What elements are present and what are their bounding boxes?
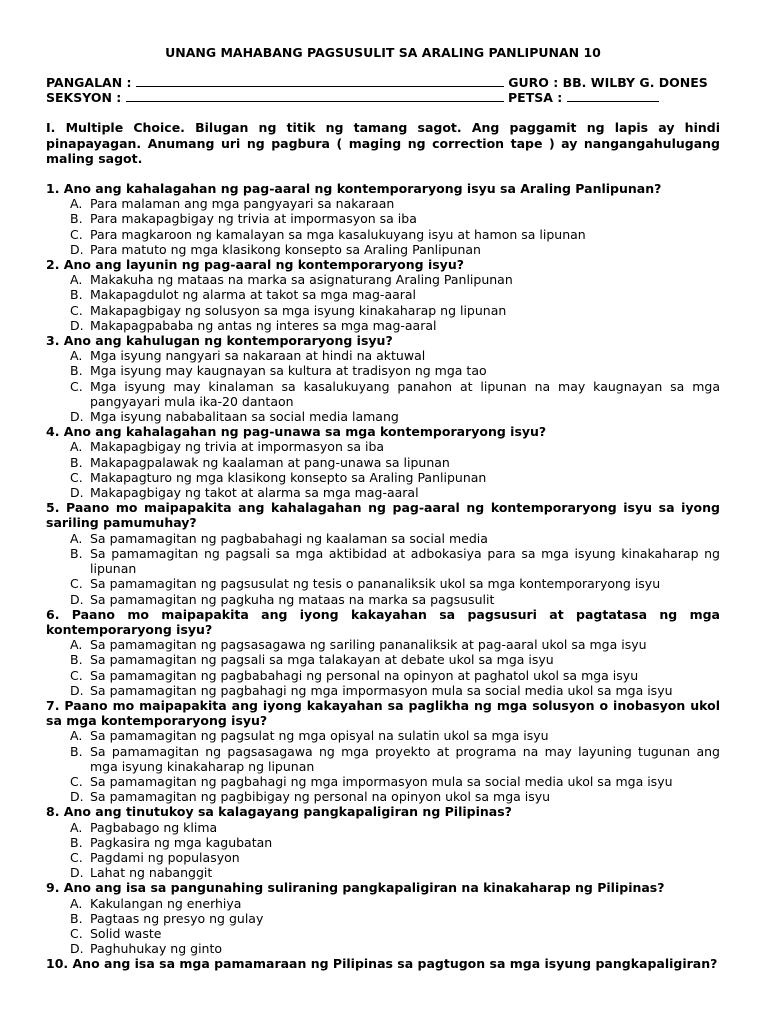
question-list: [46, 181, 720, 972]
choice-text: Sa pamamagitan ng pagbahagi ng mga impormasyon mula sa social media ukol sa mga isyu: [90, 682, 673, 698]
choice-text: Sa pamamagitan ng pagsali sa mga talakayan at debate ukol sa mga isyu: [90, 652, 554, 668]
choice-letter: C.: [70, 576, 83, 592]
choice-item[interactable]: [46, 409, 720, 424]
choice-letter-wrap: [46, 531, 90, 546]
choice-text: Sa pamamagitan ng pagsasagawa ng mga proyekto at programa na may layuning tugunan ang mga isyung kinakaharap ng lipunan: [90, 743, 720, 774]
choice-text: Pagtaas ng presyo ng gulay: [90, 910, 264, 926]
exam-title: UNANG MAHABANG PAGSUSULIT SA ARALING PANLIPUNAN 10: [165, 45, 601, 60]
choice-item[interactable]: [46, 789, 720, 804]
choice-item[interactable]: [46, 318, 720, 333]
choice-letter-wrap: [46, 272, 90, 287]
choice-text: Sa pamamagitan ng pagsusulat ng tesis o pananaliksik ukol sa mga kontemporaryong isyu: [90, 576, 661, 592]
choice-letter: A.: [70, 439, 83, 455]
choice-text: Makapagbigay ng takot at alarma sa mga mag-aaral: [90, 485, 419, 501]
choice-item[interactable]: [46, 744, 720, 774]
choice-text: Paghuhukay ng ginto: [90, 941, 223, 957]
choice-item[interactable]: [46, 227, 720, 242]
choice-text: Makakuha ng mataas na marka sa asignaturang Araling Panlipunan: [90, 272, 513, 288]
choice-letter: A.: [70, 895, 83, 911]
choice-letter-wrap: [46, 668, 90, 683]
choice-text: Sa pamamagitan ng pagbahagi ng mga impormasyon mula sa social media ukol sa mga isyu: [90, 773, 673, 789]
choice-list: [46, 272, 720, 333]
choice-text: Makapagbigay ng trivia at impormasyon sa iba: [90, 439, 385, 455]
choice-text: Pagdami ng populasyon: [90, 849, 240, 865]
question-text: 2. Ano ang layunin ng pag-aaral ng kontemporaryong isyu?: [46, 257, 464, 273]
choice-letter: B.: [70, 363, 83, 379]
choice-item[interactable]: [46, 363, 720, 378]
question-text: 9. Ano ang isa sa pangunahing suliraning pangkapaligiran na kinakaharap ng Pilipinas?: [46, 880, 665, 896]
choice-letter-wrap: [46, 287, 90, 302]
question-block: [46, 956, 720, 971]
choice-letter: D.: [70, 317, 84, 333]
choice-list: [46, 196, 720, 257]
choice-text: Sa pamamagitan ng pagsulat ng mga opisyal na sulatin ukol sa mga isyu: [90, 728, 549, 744]
choice-list: [46, 439, 720, 500]
choice-text: Pagkasira ng mga kagubatan: [90, 834, 273, 850]
choice-letter: C.: [70, 302, 83, 318]
choice-letter-wrap: [46, 303, 90, 318]
choice-item[interactable]: [46, 926, 720, 941]
question-block: [46, 500, 720, 606]
choice-text: Mga isyung nangyari sa nakaraan at hindi na aktuwal: [90, 348, 426, 364]
choice-text: Mga isyung may kaugnayan sa kultura at tradisyon ng mga tao: [90, 363, 487, 379]
question-block: [46, 257, 720, 333]
choice-letter-wrap: [46, 242, 90, 257]
choice-item[interactable]: [46, 272, 720, 287]
choice-letter: D.: [70, 241, 84, 257]
choice-letter: C.: [70, 849, 83, 865]
choice-item[interactable]: [46, 485, 720, 500]
question-block: [46, 424, 720, 500]
choice-list: [46, 820, 720, 881]
choice-letter: D.: [70, 409, 84, 425]
choice-letter-wrap: [46, 455, 90, 470]
choice-text: Solid waste: [90, 925, 162, 941]
section-label: SEKSYON :: [46, 90, 122, 106]
choice-letter-wrap: [46, 592, 90, 607]
name-label: PANGALAN :: [46, 75, 132, 90]
choice-letter-wrap: [46, 941, 90, 956]
choice-letter-wrap: [46, 318, 90, 333]
date-label: PETSA :: [508, 90, 563, 106]
choice-text: Para magkaroon ng kamalayan sa mga kasalukuyang isyu at hamon sa lipunan: [90, 226, 586, 242]
choice-letter-wrap: [46, 911, 90, 926]
choice-letter-wrap: [46, 363, 90, 378]
choice-item[interactable]: [46, 683, 720, 698]
choice-item[interactable]: [46, 820, 720, 835]
question-text: 3. Ano ang kahulugan ng kontemporaryong isyu?: [46, 333, 393, 349]
choice-letter-wrap: [46, 820, 90, 835]
choice-letter: C.: [70, 773, 83, 789]
question-text: 4. Ano ang kahalagahan ng pag-unawa sa mga kontemporaryong isyu?: [46, 424, 547, 440]
choice-letter: B.: [70, 545, 83, 561]
choice-letter: D.: [70, 485, 84, 501]
choice-letter: D.: [70, 789, 84, 805]
question-block: [46, 698, 720, 804]
name-teacher-row: [46, 75, 720, 90]
choice-item[interactable]: [46, 211, 720, 226]
choice-letter: C.: [70, 469, 83, 485]
choice-item[interactable]: [46, 728, 720, 743]
choice-letter: C.: [70, 378, 83, 394]
choice-letter-wrap: [46, 774, 90, 789]
name-blank[interactable]: [136, 75, 504, 87]
choice-letter: A.: [70, 728, 83, 744]
choice-letter: D.: [70, 941, 84, 957]
choice-letter: D.: [70, 591, 84, 607]
choice-item[interactable]: [46, 592, 720, 607]
choice-text: Mga isyung may kinalaman sa kasalukuyang panahon at lipunan na may kaugnayan sa mga pangyayari mula ika-20 dantaon: [90, 378, 720, 409]
choice-item[interactable]: [46, 896, 720, 911]
question-block: [46, 880, 720, 956]
choice-letter-wrap: [46, 409, 90, 424]
question-text: 10. Ano ang isa sa mga pamamaraan ng Pilipinas sa pagtugon sa mga isyung pangkapaligiran?: [46, 956, 718, 972]
choice-letter-wrap: [46, 470, 90, 485]
question-text: 5. Paano mo maipapakita ang kahalagahan ng pag-aaral ng kontemporaryong isyu sa iyong sariling pamumuhay?: [46, 500, 720, 531]
choice-letter-wrap: [46, 896, 90, 911]
choice-letter-wrap: [46, 348, 90, 363]
choice-list: [46, 531, 720, 607]
choice-text: Makapagpababa ng antas ng interes sa mga mag-aaral: [90, 317, 437, 333]
choice-text: Sa pamamagitan ng pagkuha ng mataas na marka sa pagsusulit: [90, 591, 495, 607]
choice-item[interactable]: [46, 287, 720, 302]
choice-letter-wrap: [46, 835, 90, 850]
choice-item[interactable]: [46, 531, 720, 546]
choice-letter: A.: [70, 196, 83, 212]
choice-item[interactable]: [46, 835, 720, 850]
choice-list: [46, 896, 720, 957]
choice-letter: B.: [70, 211, 83, 227]
choice-letter: B.: [70, 743, 83, 759]
question-text: 7. Paano mo maipapakita ang iyong kakayahan sa paglikha ng mga solusyon o inobasyon ukol sa mga kontemporaryong isyu?: [46, 697, 720, 729]
choice-text: Makapagturo ng mga klasikong konsepto sa Araling Panlipunan: [90, 469, 487, 485]
choice-list: [46, 728, 720, 804]
choice-letter: A.: [70, 272, 83, 288]
choice-item[interactable]: [46, 652, 720, 667]
choice-letter: D.: [70, 865, 84, 881]
choice-text: Sa pamamagitan ng pagbibigay ng personal na opinyon ukol sa mga isyu: [90, 789, 551, 805]
choice-item[interactable]: [46, 242, 720, 257]
choice-letter: B.: [70, 910, 83, 926]
choice-item[interactable]: [46, 774, 720, 789]
choice-text: Makapagpalawak ng kaalaman at pang-unawa sa lipunan: [90, 454, 450, 470]
choice-item[interactable]: [46, 439, 720, 454]
choice-letter-wrap: [46, 637, 90, 652]
choice-item[interactable]: [46, 348, 720, 363]
choice-text: Makapagdulot ng alarma at takot sa mga mag-aaral: [90, 287, 417, 303]
choice-item[interactable]: [46, 865, 720, 880]
choice-item[interactable]: [46, 455, 720, 470]
choice-text: Pagbabago ng klima: [90, 819, 218, 835]
choice-letter: A.: [70, 637, 83, 653]
choice-letter-wrap: [46, 196, 90, 211]
choice-item[interactable]: [46, 303, 720, 318]
choice-letter-wrap: [46, 728, 90, 743]
choice-item[interactable]: [46, 470, 720, 485]
choice-letter-wrap: [46, 379, 90, 409]
question-block: [46, 804, 720, 880]
choice-text: Lahat ng nabanggit: [90, 865, 213, 881]
choice-letter-wrap: [46, 211, 90, 226]
choice-text: Kakulangan ng enerhiya: [90, 895, 242, 911]
choice-letter: A.: [70, 348, 83, 364]
choice-item[interactable]: [46, 379, 720, 409]
choice-item[interactable]: [46, 546, 720, 576]
choice-text: Para makapagbigay ng trivia at impormasyon sa iba: [90, 211, 417, 227]
teacher-label: GURO : BB. WILBY G. DONES: [508, 75, 708, 90]
choice-letter: C.: [70, 925, 83, 941]
choice-letter-wrap: [46, 546, 90, 576]
choice-letter: D.: [70, 682, 84, 698]
choice-letter-wrap: [46, 576, 90, 591]
choice-text: Para matuto ng mga klasikong konsepto sa Araling Panlipunan: [90, 241, 481, 257]
choice-letter-wrap: [46, 485, 90, 500]
choice-text: Sa pamamagitan ng pagbabahagi ng personal na opinyon at paghatol ukol sa mga isyu: [90, 667, 639, 683]
question-text: 1. Ano ang kahalagahan ng pag-aaral ng kontemporaryong isyu sa Araling Panlipunan?: [46, 181, 662, 197]
choice-letter-wrap: [46, 439, 90, 454]
question-block: [46, 607, 720, 698]
question-text: 6. Paano mo maipapakita ang iyong kakayahan sa pagsusuri at pagtatasa ng mga kontemporaryong isyu?: [46, 606, 720, 637]
choice-letter: B.: [70, 834, 83, 850]
choice-letter: B.: [70, 454, 83, 470]
choice-letter: C.: [70, 667, 83, 683]
choice-text: Mga isyung nababalitaan sa social media lamang: [90, 409, 399, 425]
choice-item[interactable]: [46, 196, 720, 211]
choice-letter: C.: [70, 226, 83, 242]
choice-list: [46, 348, 720, 424]
choice-text: Sa pamamagitan ng pagbabahagi ng kaalaman sa social media: [90, 530, 488, 546]
choice-text: Sa pamamagitan ng pagsali sa mga aktibidad at adbokasiya para sa mga isyung kinakaharap ng lipunan: [90, 545, 720, 577]
choice-text: Sa pamamagitan ng pagsasagawa ng sariling pananaliksik at pag-aaral ukol sa mga isyu: [90, 637, 647, 653]
choice-letter: A.: [70, 530, 83, 546]
choice-item[interactable]: [46, 637, 720, 652]
choice-item[interactable]: [46, 576, 720, 591]
choice-letter-wrap: [46, 652, 90, 667]
choice-letter: B.: [70, 287, 83, 303]
choice-item[interactable]: [46, 850, 720, 865]
choice-item[interactable]: [46, 941, 720, 956]
choice-letter-wrap: [46, 744, 90, 774]
section-blank[interactable]: [126, 90, 504, 102]
choice-list: [46, 637, 720, 698]
date-blank[interactable]: [567, 90, 659, 102]
question-block: [46, 333, 720, 424]
question-text: 8. Ano ang tinutukoy sa kalagayang pangkapaligiran ng Pilipinas?: [46, 804, 512, 820]
choice-letter: A.: [70, 819, 83, 835]
choice-item[interactable]: [46, 668, 720, 683]
choice-text: Para malaman ang mga pangyayari sa nakaraan: [90, 196, 395, 212]
choice-letter-wrap: [46, 683, 90, 698]
choice-letter-wrap: [46, 850, 90, 865]
choice-item[interactable]: [46, 911, 720, 926]
choice-letter-wrap: [46, 926, 90, 941]
choice-letter-wrap: [46, 789, 90, 804]
section-date-row: [46, 90, 720, 105]
choice-text: Makapagbigay ng solusyon sa mga isyung kinakaharap ng lipunan: [90, 302, 507, 318]
choice-letter-wrap: [46, 865, 90, 880]
question-block: [46, 181, 720, 257]
choice-letter-wrap: [46, 227, 90, 242]
instructions: I. Multiple Choice. Bilugan ng titik ng tamang sagot. Ang paggamit ng lapis ay hindi pinapayagan. Anumang uri ng pagbura ( maging ng correction tape ) ay nangangahulugang maling sagot.: [46, 120, 720, 166]
choice-letter: B.: [70, 652, 83, 668]
